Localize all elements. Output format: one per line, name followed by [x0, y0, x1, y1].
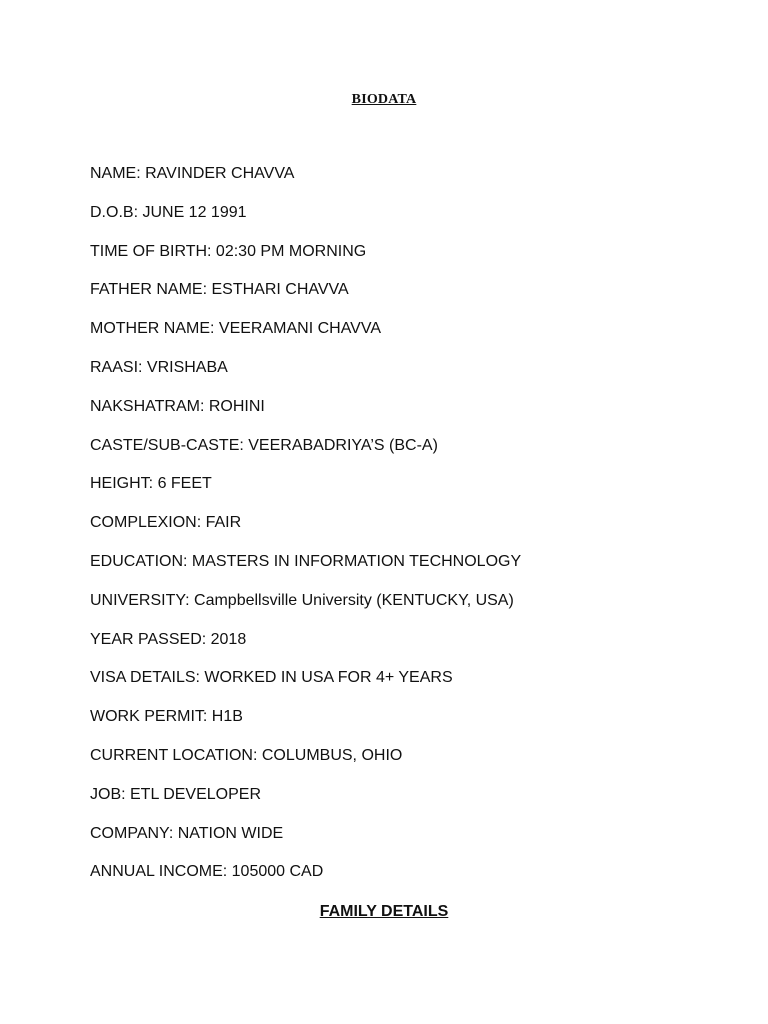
field-nakshatram: NAKSHATRAM: ROHINI: [90, 397, 265, 415]
field-work-permit: WORK PERMIT: H1B: [90, 708, 243, 726]
field-company: COMPANY: NATION WIDE: [90, 824, 284, 842]
field-caste: CASTE/SUB-CASTE: VEERABADRIYA’S (BC-A): [90, 436, 438, 454]
document-title: BIODATA: [351, 92, 417, 107]
field-height: HEIGHT: 6 FEET: [90, 475, 212, 493]
field-education: EDUCATION: MASTERS IN INFORMATION TECHNOLOGY: [90, 552, 522, 570]
field-dob: D.O.B: JUNE 12 1991: [90, 203, 247, 221]
field-current-location: CURRENT LOCATION: COLUMBUS, OHIO: [90, 746, 403, 764]
field-time-of-birth: TIME OF BIRTH: 02:30 PM MORNING: [90, 242, 367, 260]
field-mother-name: MOTHER NAME: VEERAMANI CHAVVA: [90, 320, 381, 338]
family-details-heading: FAMILY DETAILS: [319, 903, 449, 920]
field-name: NAME: RAVINDER CHAVVA: [90, 165, 295, 182]
field-raasi: RAASI: VRISHABA: [90, 358, 228, 376]
field-complexion: COMPLEXION: FAIR: [90, 514, 242, 532]
field-annual-income: ANNUAL INCOME: 105000 CAD: [90, 863, 324, 881]
field-father-name: FATHER NAME: ESTHARI CHAVVA: [90, 281, 349, 299]
field-university: UNIVERSITY: Campbellsville University (KENTUCKY, USA): [90, 591, 514, 609]
biodata-fields: [90, 164, 730, 901]
field-visa-details: VISA DETAILS: WORKED IN USA FOR 4+ YEARS: [90, 669, 453, 687]
field-year-passed: YEAR PASSED: 2018: [90, 630, 247, 648]
field-job: JOB: ETL DEVELOPER: [90, 785, 262, 803]
